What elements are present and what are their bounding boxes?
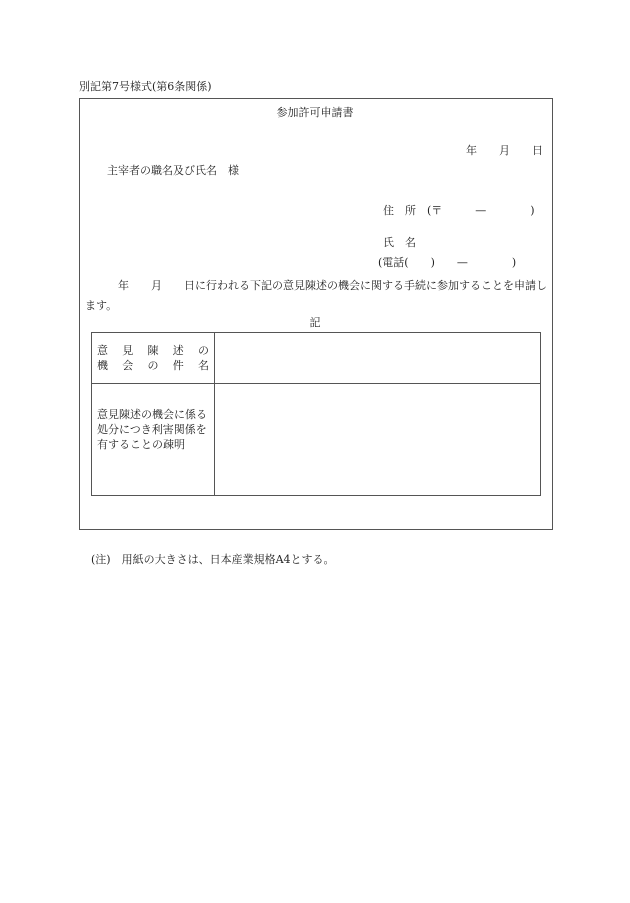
addressee: 主宰者の職名及び氏名 様 xyxy=(107,164,239,177)
footnote: (注) 用紙の大きさは、日本産業規格A4とする。 xyxy=(91,553,335,566)
applicant-phone: (電話( ) — ) xyxy=(378,256,517,269)
date-line: 年 月 日 xyxy=(466,144,543,157)
table-row-label-interest: 意見陳述の機会に係る処分につき利害関係を有することの疎明 xyxy=(97,408,207,451)
applicant-address: 住 所 (〒 — ) xyxy=(383,204,535,217)
ki-heading: 記 xyxy=(309,316,321,329)
table-column-divider xyxy=(214,333,215,495)
form-title: 参加許可申請書 xyxy=(276,106,354,119)
details-table xyxy=(91,332,541,496)
table-row-divider xyxy=(92,383,540,384)
form-number-header: 別記第7号様式(第6条関係) xyxy=(79,80,212,93)
case-name-label-line2: 機会の件名 xyxy=(97,359,209,372)
case-name-label-line1: 意見陳述の xyxy=(97,344,209,357)
applicant-name: 氏 名 xyxy=(383,236,416,249)
application-statement: 年 月 日に行われる下記の意見陳述の機会に関する手続に参加することを申請します。 xyxy=(85,279,547,312)
table-row-label-case-name xyxy=(97,343,209,373)
